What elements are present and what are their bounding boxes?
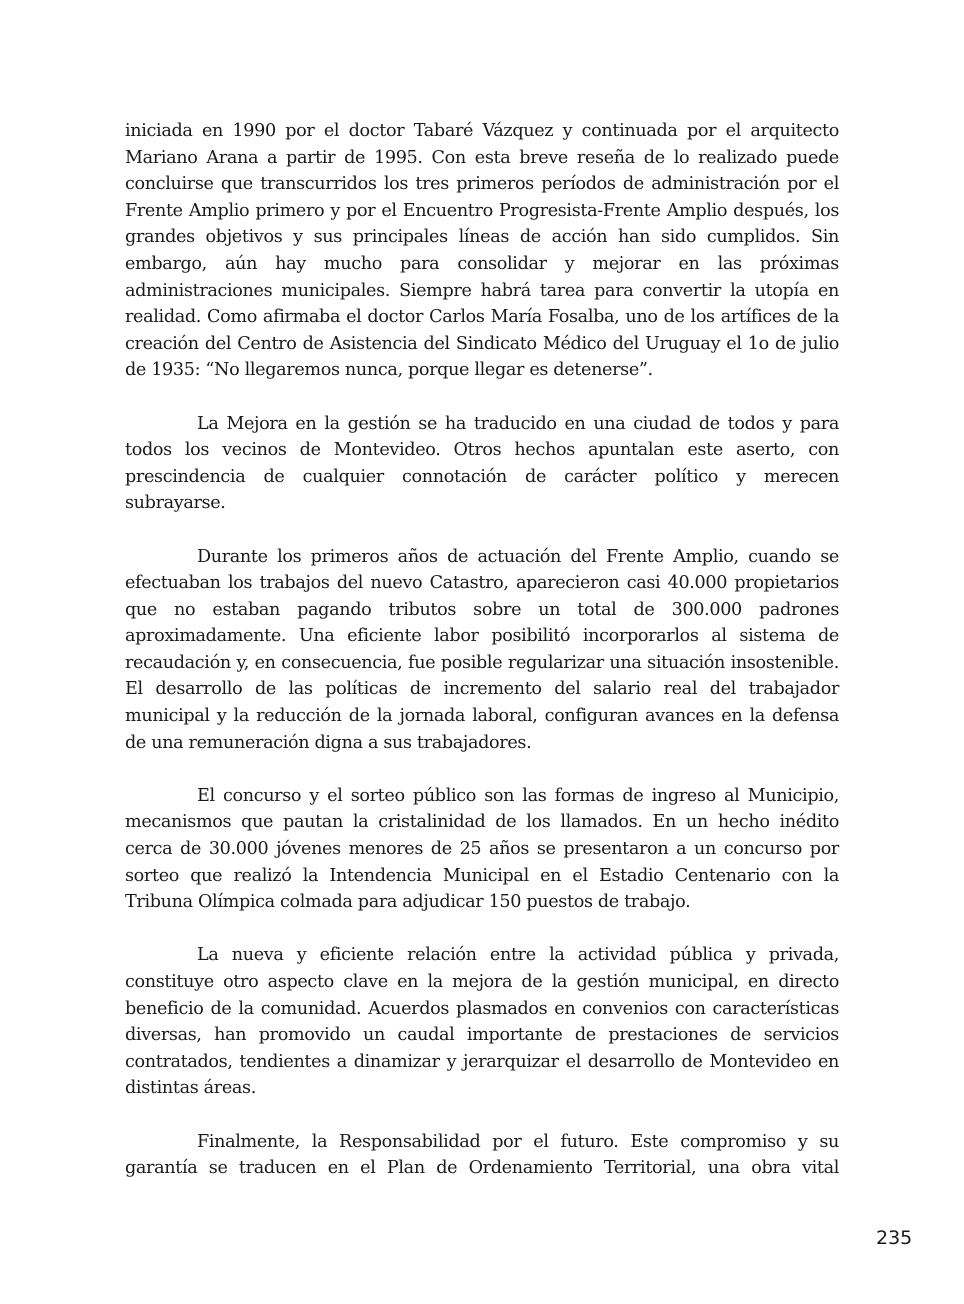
paragraph-relacion-publica-privada: La nueva y eficiente relación entre la actividad pública y privada, constituye otro aspecto clave en la mejora de la gestión municipal, en directo beneficio de la comunidad. Acuerdos plasmados en convenios con características diversas, han promovido un caudal importante de prestaciones de servicios contratados, tendientes a dinamizar y jerarquizar el desarrollo de Montevideo en distintas áreas. [125, 945, 839, 1099]
page-number: 235 [876, 1227, 913, 1249]
paragraph-mejora-gestion: La Mejora en la gestión se ha traducido en una ciudad de todos y para todos los vecinos de Montevideo. Otros hechos apuntalan este aserto, con prescindencia de cualquier connotación de carácter político y merecen subrayarse. [125, 413, 839, 514]
body-text [125, 118, 839, 1182]
paragraph-catastro: Durante los primeros años de actuación del Frente Amplio, cuando se efectuaban los trabajos del nuevo Catastro, aparecieron casi 40.000 propietarios que no estaban pagando tributos sobre un total de 300.000 padrones aproximadamente. Una eficiente labor posibilitó incorporarlos al sistema de recaudación y, en consecuencia, fue posible regularizar una situación insostenible. El desarrollo de las políticas de incremento del salario real del trabajador municipal y la reducción de la jornada laboral, configuran avances en la defensa de una remuneración digna a sus trabajadores. [125, 546, 839, 753]
paragraph-continuation: iniciada en 1990 por el doctor Tabaré Vázquez y continuada por el arquitecto Mariano Arana a partir de 1995. Con esta breve reseña de lo realizado puede concluirse que transcurridos los tres primeros períodos de administración por el Frente Amplio primero y por el Encuentro Progresista-Frente Amplio después, los grandes objetivos y sus principales líneas de acción han sido cumplidos. Sin embargo, aún hay mucho para consolidar y mejorar en las próximas administraciones municipales. Siempre habrá tarea para convertir la utopía en realidad. Como afirmaba el doctor Carlos María Fosalba, uno de los artífices de la creación del Centro de Asistencia del Sindicato Médico del Uruguay el 1o de julio de 1935: “No llegaremos nunca, porque llegar es detenerse”. [125, 121, 839, 381]
paragraph-concurso-sorteo: El concurso y el sorteo público son las formas de ingreso al Municipio, mecanismos que pautan la cristalinidad de los llamados. En un hecho inédito cerca de 30.000 jóvenes menores de 25 años se presentaron a un concurso por sorteo que realizó la Intendencia Municipal en el Estadio Centenario con la Tribuna Olímpica colmada para adjudicar 150 puestos de trabajo. [125, 785, 839, 913]
paragraph-responsabilidad-futuro: Finalmente, la Responsabilidad por el futuro. Este compromiso y su garantía se traducen en el Plan de Ordenamiento Territorial, una obra vital [125, 1131, 839, 1179]
